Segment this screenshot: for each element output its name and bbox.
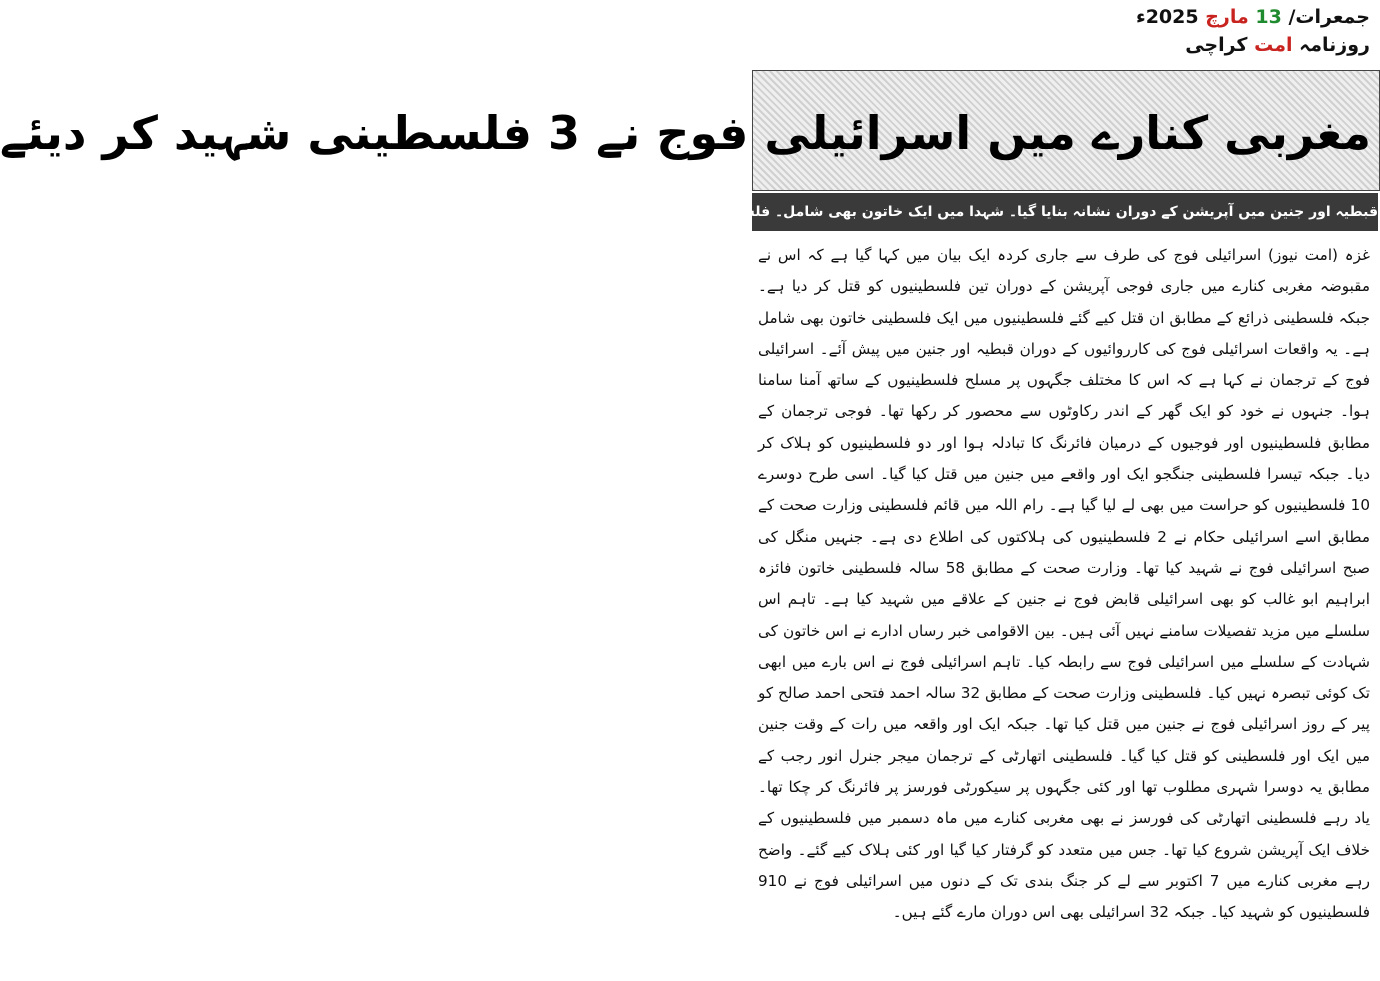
publication-dateline — [1070, 4, 1370, 30]
dateline-weekday: جمعرات — [1295, 6, 1370, 28]
article-body — [758, 240, 1370, 978]
newspaper-name — [1070, 32, 1370, 58]
dateline-separator: / — [1288, 6, 1296, 28]
newspaper-prefix: روزنامہ — [1299, 34, 1370, 56]
headline: مغربی کنارے میں اسرائیلی فوج نے 3 فلسطینی شہید کر دیئے — [0, 106, 1371, 160]
dateline-month: مارچ — [1205, 6, 1249, 28]
newspaper-city: کراچی — [1185, 34, 1248, 56]
article-paragraph: غزہ (امت نیوز) اسرائیلی فوج کی طرف سے جاری کردہ ایک بیان میں کہا گیا ہے کہ اس نے مقبوضہ مغربی کنارے میں جاری فوجی آپریشن کے دوران تین فلسطینیوں کو قتل کر دیا ہے۔ جبکہ فلسطینی ذرائع کے مطابق ان قتل کیے گئے فلسطینیوں میں ایک فلسطینی خاتون بھی شامل ہے۔ یہ واقعات اسرائیلی فوج کی کارروائیوں کے دوران قبطیہ اور جنین میں پیش آئے۔ اسرائیلی فوج کے ترجمان نے کہا ہے کہ اس کا مختلف جگہوں پر مسلح فلسطینیوں کے ساتھ آمنا سامنا ہوا۔ جنہوں نے خود کو ایک گھر کے اندر رکاوٹوں سے محصور کر رکھا تھا۔ فوجی ترجمان کے مطابق فلسطینیوں اور فوجیوں کے درمیان فائرنگ کا تبادلہ ہوا اور دو فلسطینیوں کو ہلاک کر دیا۔ جبکہ تیسرا فلسطینی جنگجو ایک اور واقعے میں جنین میں قتل کیا گیا۔ اسی طرح دوسرے 10 فلسطینیوں کو حراست میں بھی لے لیا گیا ہے۔ رام اللہ میں قائم فلسطینی وزارت صحت کے مطابق اسے اسرائیلی حکام نے 2 فلسطینیوں کی ہلاکتوں کی اطلاع دی ہے۔ جنہیں منگل کی صبح اسرائیلی فوج نے شہید کیا تھا۔ وزارت صحت کے مطابق 58 سالہ فلسطینی خاتون فائزہ ابراہیم ابو غالب کو بھی اسرائیلی قابض فوج نے جنین کے علاقے میں شہید کیا ہے۔ تاہم اس سلسلے میں مزید تفصیلات سامنے نہیں آئی ہیں۔ بین الاقوامی خبر رساں ادارے نے اس خاتون کی شہادت کے سلسلے میں اسرائیلی فوج سے رابطہ کیا۔ تاہم اسرائیلی فوج نے اس بارے میں ابھی تک کوئی تبصرہ نہیں کیا۔ فلسطینی وزارت صحت کے مطابق 32 سالہ احمد فتحی احمد صالح کو پیر کے روز اسرائیلی فوج نے جنین میں قتل کیا تھا۔ جبکہ ایک اور واقعہ میں رات کے وقت جنین میں ایک اور فلسطینی کو قتل کیا گیا۔ فلسطینی اتھارٹی کے ترجمان میجر جنرل انور رجب کے مطابق یہ دوسرا شہری مطلوب تھا اور کئی جگہوں پر سیکورٹی فورسز پر فائرنگ کر چکا تھا۔ یاد رہے فلسطینی اتھارٹی کی فورسز نے بھی مغربی کنارے میں ماہ دسمبر میں فلسطینیوں کے خلاف ایک آپریشن شروع کیا تھا۔ جس میں متعدد کو گرفتار کیا گیا اور کئی ہلاک کیے گئے۔ واضح رہے مغربی کنارے میں 7 اکتوبر سے لے کر جنگ بندی تک کے دنوں میں اسرائیلی فوج نے 910 فلسطینیوں کو شہید کیا۔ جبکہ 32 اسرائیلی بھی اس دوران مارے گئے ہیں۔ — [758, 246, 1370, 922]
dateline-year: 2025ء — [1135, 6, 1199, 28]
dateline-day: 13 — [1255, 6, 1282, 28]
newspaper-brand: امت — [1254, 34, 1293, 56]
headline-banner — [0, 70, 1380, 191]
subheadline-strip: قبطیہ اور جنین میں آپریشن کے دوران نشانہ بنایا گیا۔ شہدا میں ایک خاتون بھی شامل۔ فلسطینی مسلح تھے۔ فوجی ترجمان — [752, 193, 1378, 231]
